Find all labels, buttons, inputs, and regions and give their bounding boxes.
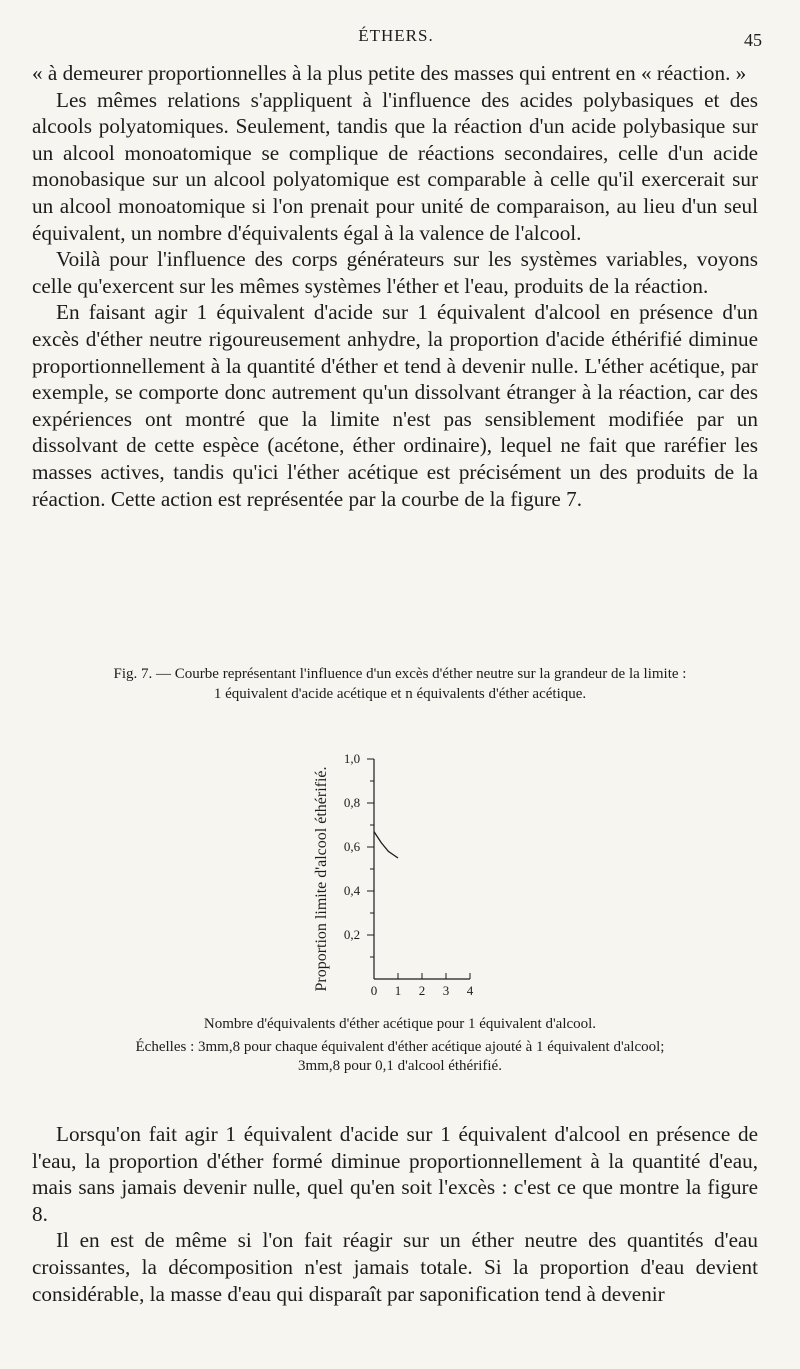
running-title: ÉTHERS.	[358, 26, 434, 45]
y-tick-label: 0,8	[343, 795, 361, 810]
scales-note	[32, 1038, 768, 1076]
chart-svg	[302, 729, 542, 1029]
figure-7	[32, 664, 768, 1074]
body-text-bottom	[32, 1121, 758, 1307]
x-tick-label: 0	[370, 983, 378, 998]
paragraph: « à demeurer proportionnelles à la plus petite des masses qui entrent en « réaction. »	[32, 61, 747, 85]
body-text-top	[32, 60, 758, 512]
paragraph: Les mêmes relations s'appliquent à l'influence des acides polybasiques et des alcools polyatomiques. Seulement, tandis que la réaction d'un acide polybasique sur un alcool monoatomique se complique de réactions secondaires, celle d'un acide monobasique sur un alcool polyatomique est comparable à celle qu'il exercerait sur un alcool monoatomique si l'on prenait pour unité de comparaison, au lieu d'un seul équivalent, un nombre d'équivalents égal à la valence de l'alcool.	[32, 87, 758, 245]
figure-caption	[32, 664, 768, 704]
paragraph: Voilà pour l'influence des corps générateurs sur les systèmes variables, voyons celle qu'exercent sur les mêmes systèmes l'éther et l'eau, produits de la réaction.	[32, 247, 758, 298]
x-tick-label: 3	[442, 983, 450, 998]
paragraph: Il en est de même si l'on fait réagir sur un éther neutre des quantités d'eau croissantes, la décomposition n'est jamais totale. Si la proportion d'eau devient considérable, la masse d'eau qui disparaît par saponification tend à devenir	[32, 1228, 758, 1306]
x-tick-label: 4	[466, 983, 474, 998]
y-tick-label: 0,6	[343, 839, 361, 854]
limit-curve-chart	[302, 729, 542, 1029]
paragraph: Lorsqu'on fait agir 1 équivalent d'acide sur 1 équivalent d'alcool en présence de l'eau, la proportion d'éther formé diminue proportionnellement à la quantité d'eau, mais sans jamais devenir nulle, quel qu'en soit l'excès : c'est ce que montre la figure 8.	[32, 1122, 758, 1226]
scales-line-1: Échelles : 3mm,8 pour chaque équivalent d'éther acétique ajouté à 1 équivalent d'alcool;	[135, 1039, 665, 1055]
x-axis-label: Nombre d'équivalents d'éther acétique pour 1 équivalent d'alcool.	[203, 1016, 597, 1032]
paragraph: En faisant agir 1 équivalent d'acide sur 1 équivalent d'alcool en présence d'un excès d'éther neutre rigoureusement anhydre, la proportion d'acide éthérifié diminue proportionnellement à la quantité d'éther et tend à devenir nulle. L'éther acétique, par exemple, se comporte donc autrement qu'un dissolvant étranger à la réaction, car des expériences ont montré que la limite n'est pas sensiblement modifiée par un dissolvant de cette espèce (acétone, éther ordinaire), lequel ne fait que raréfier les masses actives, tandis qu'ici l'éther acétique est précisément un des produits de la réaction. Cette action est représentée par la courbe de la figure 7.	[32, 300, 758, 511]
x-tick-label: 2	[418, 983, 426, 998]
figure-caption-line-1: Fig. 7. — Courbe représentant l'influence d'un excès d'éther neutre sur la grandeur de la limite :	[113, 666, 687, 682]
y-tick-label: 1,0	[343, 751, 361, 766]
figure-caption-line-2: 1 équivalent d'acide acétique et n équivalents d'éther acétique.	[213, 686, 587, 702]
y-axis-label: Proportion limite d'alcool éthérifié.	[313, 766, 330, 992]
y-tick-label: 0,2	[343, 927, 361, 942]
running-header	[32, 26, 760, 50]
page-number: 45	[744, 30, 762, 50]
series-line	[374, 832, 398, 858]
y-tick-label: 0,4	[343, 883, 361, 898]
scales-line-2: 3mm,8 pour 0,1 d'alcool éthérifié.	[298, 1058, 502, 1074]
x-tick-label: 1	[394, 983, 402, 998]
